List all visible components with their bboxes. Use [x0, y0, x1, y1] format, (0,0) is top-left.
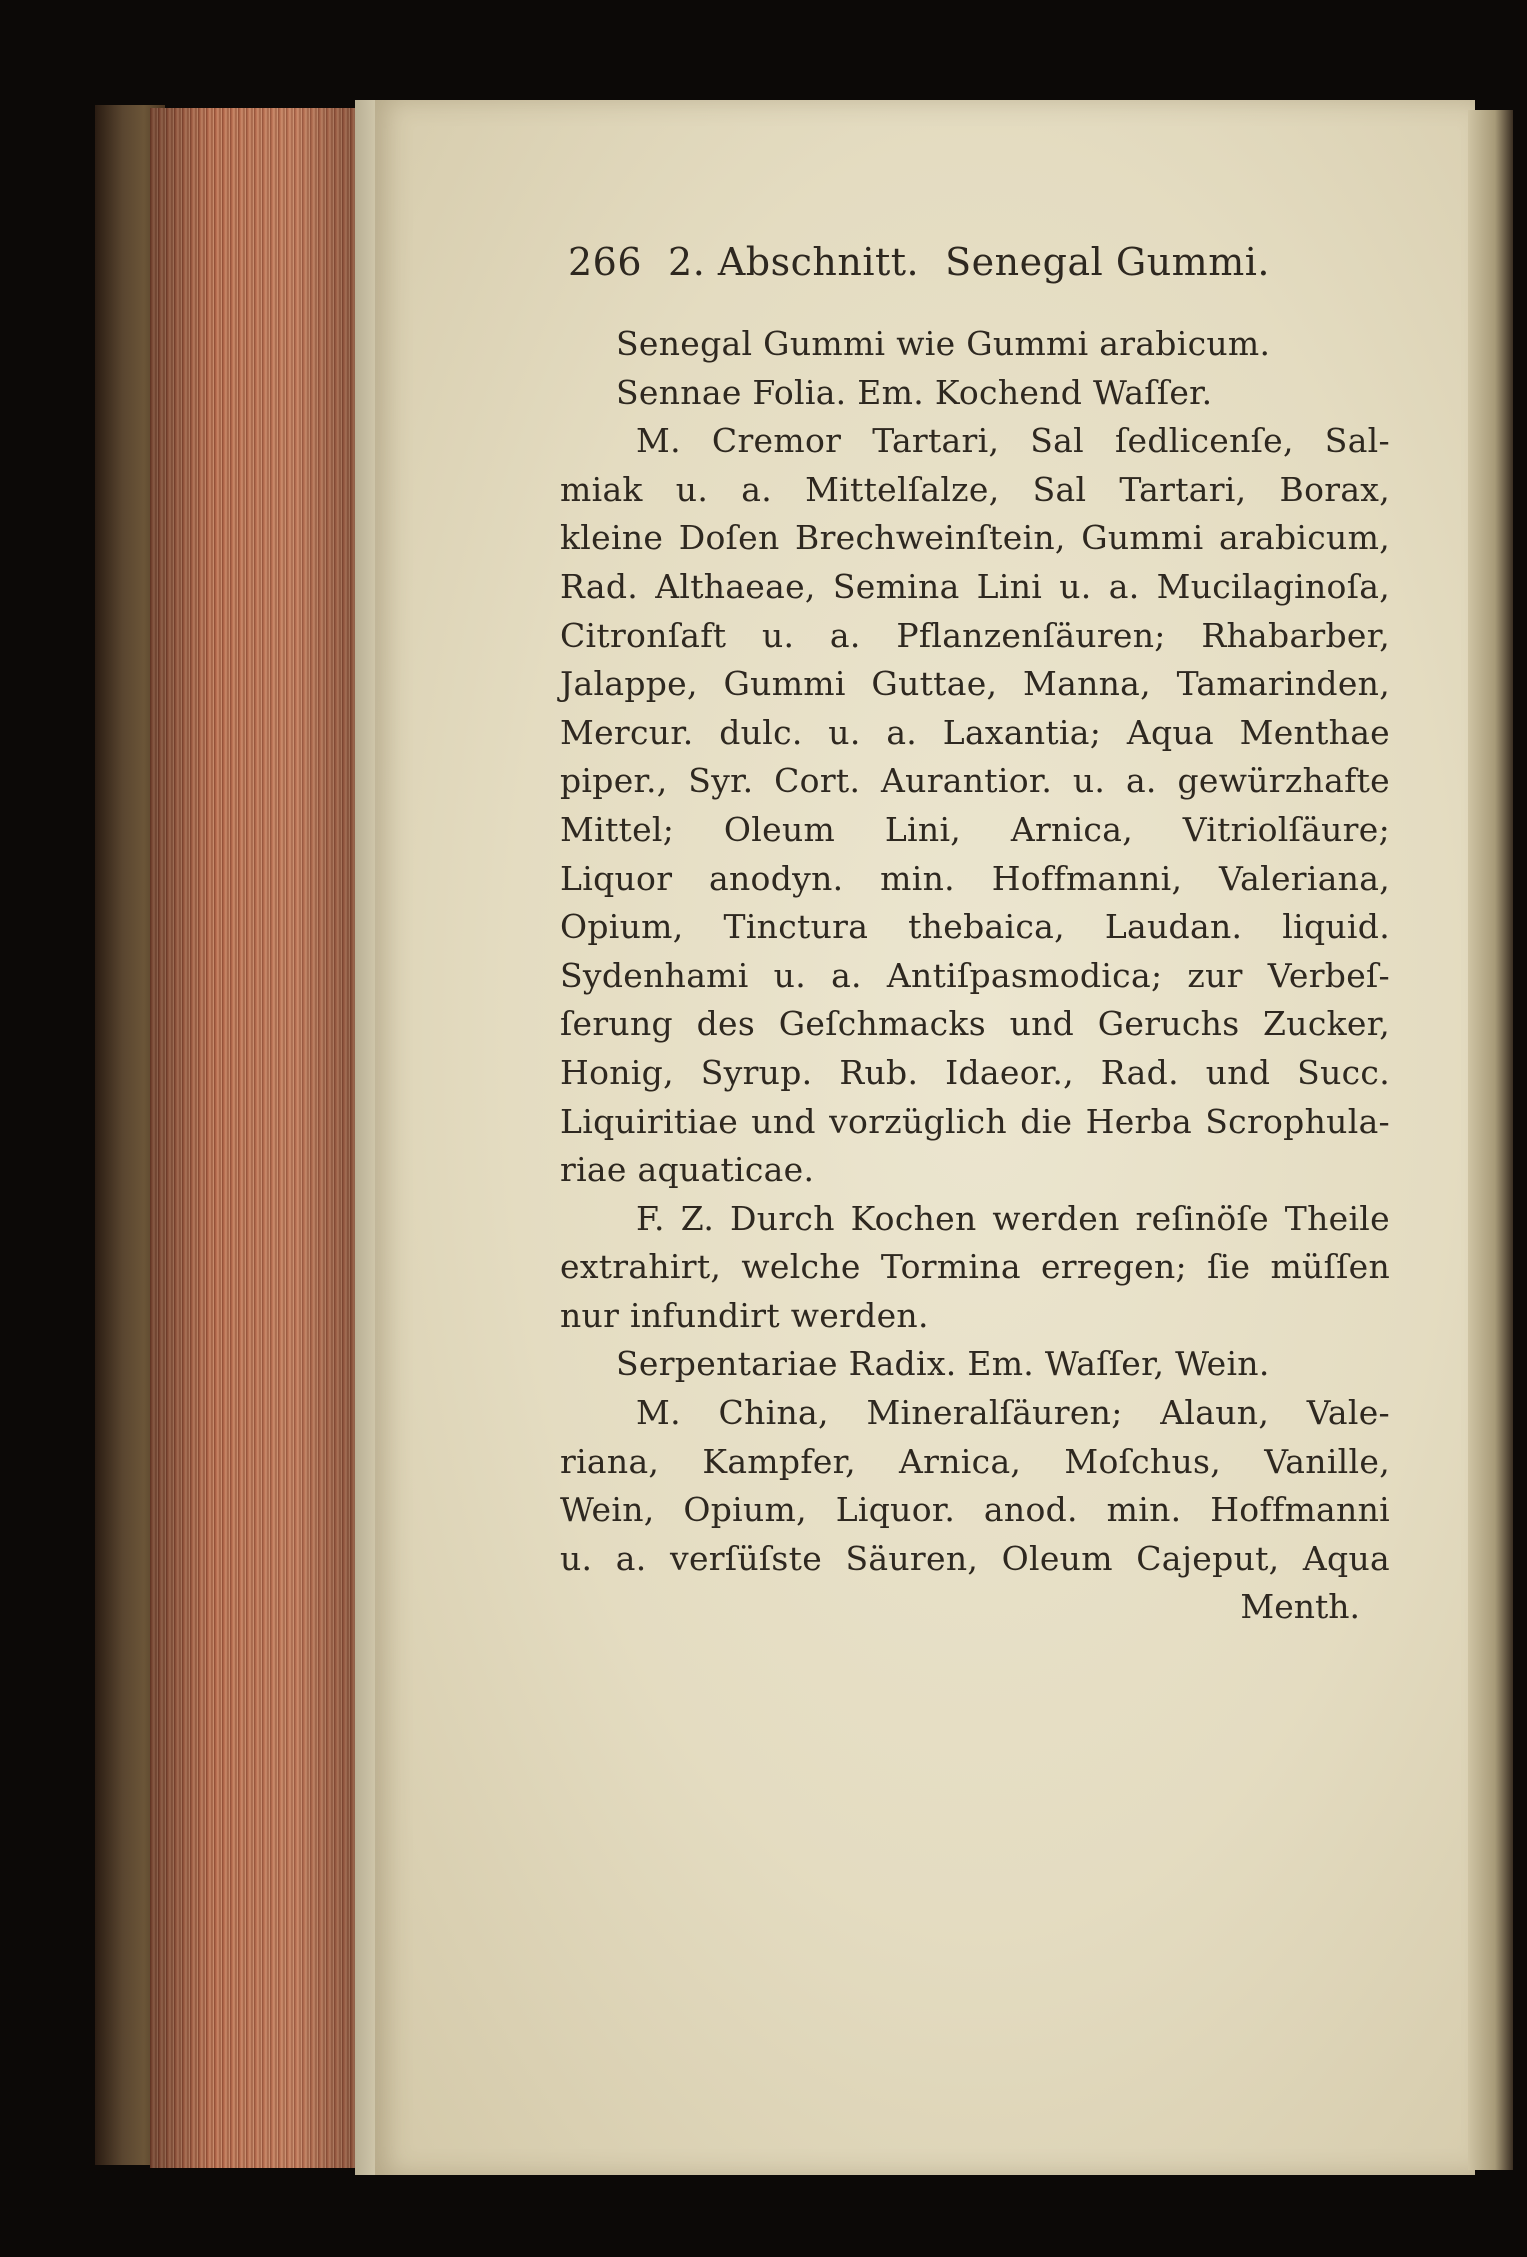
- page-block-shade: [150, 108, 360, 2168]
- text-line: Sennae Folia. Em. Kochend Waſſer.: [616, 372, 1213, 412]
- text-line: M. China, Mineralſäuren; Alaun, Vale-: [636, 1393, 1390, 1433]
- text-line: M. Cremor Tartari, Sal ſedlicenſe, Sal-: [636, 421, 1390, 461]
- text-line: F. Z. Durch Kochen werden reſinöſe Theile: [636, 1198, 1390, 1238]
- text-line: Liquor anodyn. min. Hoffmanni, Valeriana,: [560, 858, 1390, 898]
- header-title: Senegal Gummi.: [945, 240, 1270, 284]
- page-text: [560, 240, 1390, 1632]
- text-line: Citronſaft u. a. Pflanzenſäuren; Rhabarber,: [560, 615, 1390, 655]
- text-line: Opium, Tinctura thebaica, Laudan. liquid.: [560, 907, 1390, 947]
- text-line: Mercur. dulc. u. a. Laxantia; Aqua Menthae: [560, 712, 1390, 752]
- text-line: extrahirt, welche Tormina erregen; ſie müſſen: [560, 1247, 1390, 1287]
- page-number: 266: [568, 240, 643, 284]
- text-line: Jalappe, Gummi Guttae, Manna, Tamarinden,: [560, 664, 1390, 704]
- text-line: riana, Kampfer, Arnica, Moſchus, Vanille,: [560, 1441, 1390, 1481]
- text-line: kleine Doſen Brechweinſtein, Gummi arabicum,: [560, 518, 1390, 558]
- running-head: [568, 240, 1390, 320]
- text-line: ſerung des Geſchmacks und Geruchs Zucker,: [560, 1004, 1390, 1044]
- text-line: Sydenhami u. a. Antiſpasmodica; zur Verbeſ-: [560, 955, 1390, 995]
- catchword: Menth.: [1240, 1587, 1360, 1627]
- text-line: Liquiritiae und vorzüglich die Herba Scrophula-: [560, 1101, 1390, 1141]
- text-line: Senegal Gummi wie Gummi arabicum.: [616, 324, 1271, 363]
- text-line: Serpentariae Radix. Em. Waſſer, Wein.: [616, 1344, 1270, 1384]
- text-line: Mittel; Oleum Lini, Arnica, Vitriolſäure;: [560, 809, 1390, 849]
- text-line: riae aquaticae.: [560, 1150, 815, 1190]
- section-label: 2. Abschnitt.: [668, 240, 920, 284]
- text-line: Honig, Syrup. Rub. Idaeor., Rad. und Succ.: [560, 1052, 1390, 1092]
- text-line: miak u. a. Mittelſalze, Sal Tartari, Borax,: [560, 469, 1390, 509]
- text-line: u. a. verſüſste Säuren, Oleum Cajeput, Aqua: [560, 1538, 1390, 1578]
- text-line: piper., Syr. Cort. Aurantior. u. a. gewürzhafte: [560, 761, 1390, 801]
- next-page-edge: [1468, 110, 1513, 2170]
- text-line: nur infundirt werden.: [560, 1295, 929, 1335]
- text-line: Rad. Althaeae, Semina Lini u. a. Mucilaginoſa,: [560, 566, 1390, 606]
- text-line: Wein, Opium, Liquor. anod. min. Hoffmanni: [560, 1490, 1390, 1530]
